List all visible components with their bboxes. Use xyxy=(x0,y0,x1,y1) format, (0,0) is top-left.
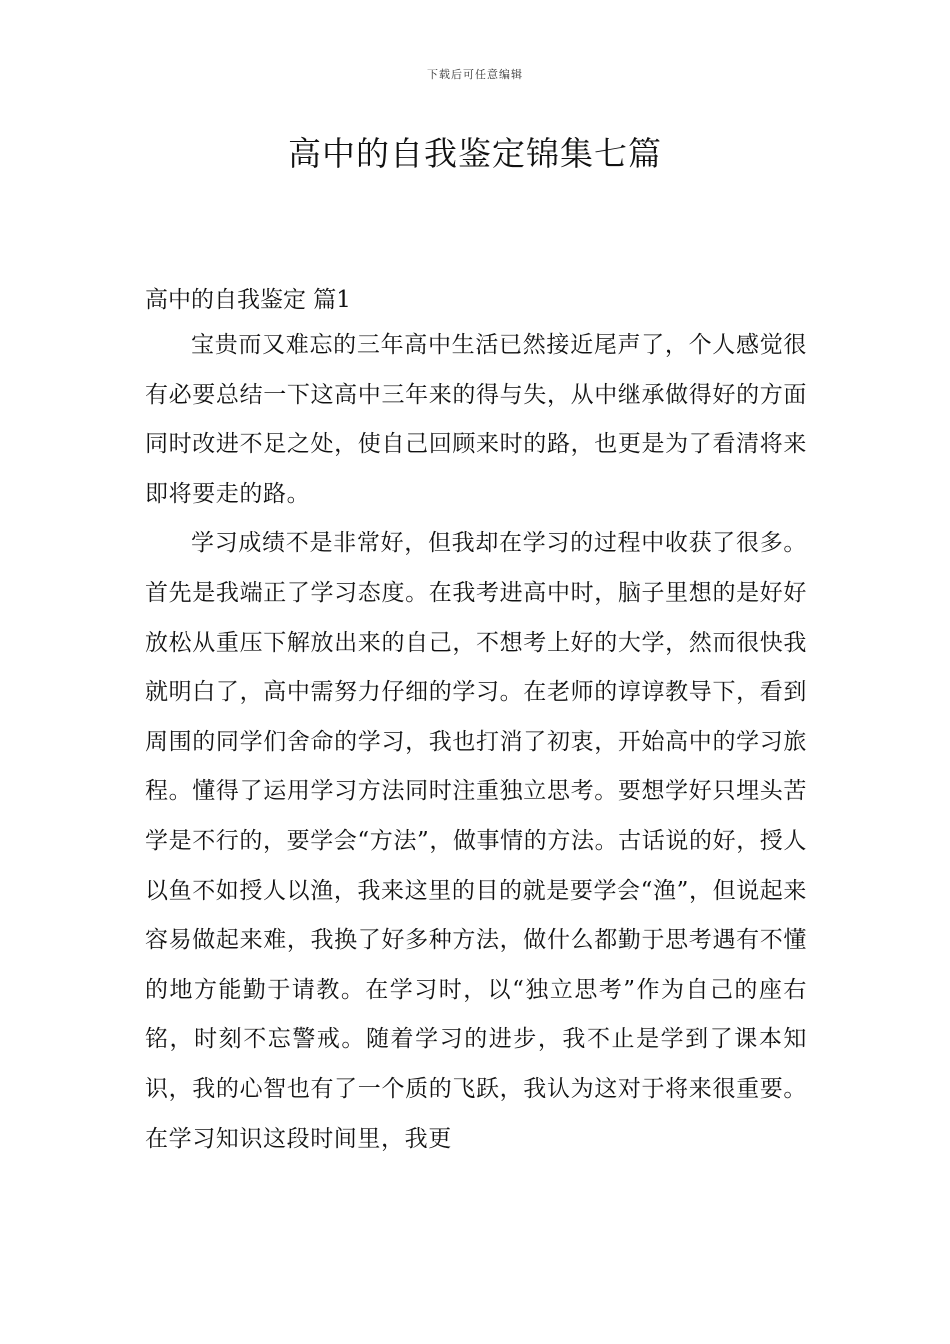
paragraph-1: 宝贵而又难忘的三年高中生活已然接近尾声了，个人感觉很有必要总结一下这高中三年来的得与失，从中继承做得好的方面同时改进不足之处，使自己回顾来时的路，也更是为了看清将来即将要走的路。 xyxy=(145,332,807,507)
document-title: 高中的自我鉴定锦集七篇 xyxy=(288,134,662,173)
document-body xyxy=(145,280,807,1164)
section-heading: 高中的自我鉴定 篇1 xyxy=(145,287,351,313)
page-header-note: 下载后可任意编辑 xyxy=(427,68,523,81)
paragraph-2: 学习成绩不是非常好，但我却在学习的过程中收获了很多。首先是我端正了学习态度。在我考进高中时，脑子里想的是好好放松从重压下解放出来的自己，不想考上好的大学，然而很快我就明白了，高中需努力仔细的学习。在老师的谆谆教导下，看到周围的同学们舍命的学习，我也打消了初衷，开始高中的学习旅程。懂得了运用学习方法同时注重独立思考。要想学好只埋头苦学是不行的，要学会“方法”，做事情的方法。古话说的好，授人以鱼不如授人以渔，我来这里的目的就是要学会“渔”，但说起来容易做起来难，我换了好多种方法，做什么都勤于思考遇有不懂的地方能勤于请教。在学习时，以“独立思考”作为自己的座右铭，时刻不忘警戒。随着学习的进步，我不止是学到了课本知识，我的心智也有了一个质的飞跃，我认为这对于将来很重要。在学习知识这段时间里，我更 xyxy=(145,530,807,1152)
